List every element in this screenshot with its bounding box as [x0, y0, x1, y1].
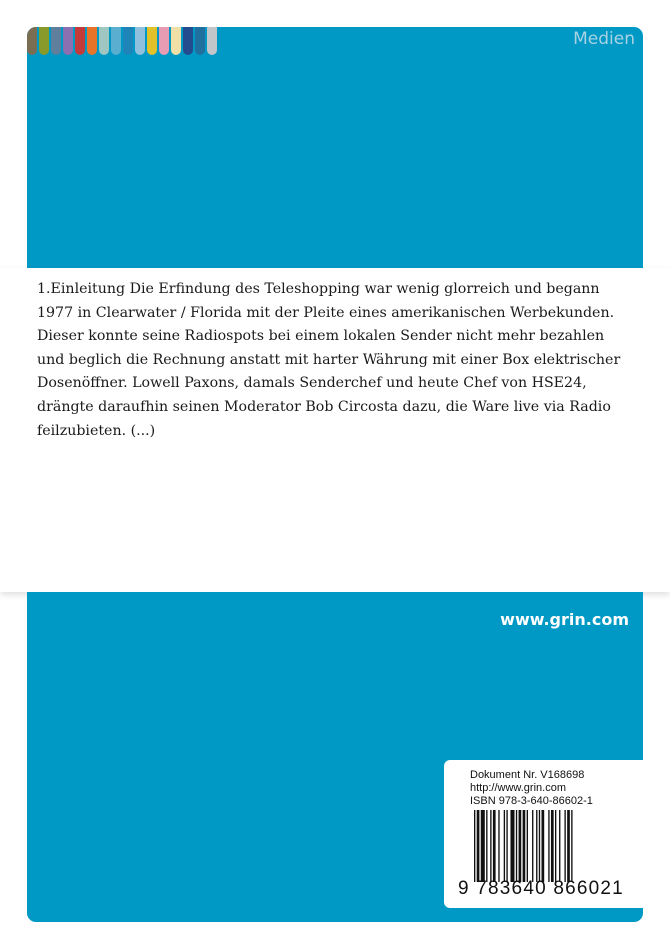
cover-top-panel	[27, 27, 643, 268]
color-stripe	[39, 27, 49, 55]
barcode-bar	[536, 810, 537, 882]
barcode-bar	[523, 810, 526, 882]
color-stripe	[51, 27, 61, 55]
barcode-bar	[481, 810, 485, 882]
publisher-url[interactable]: www.grin.com	[500, 610, 629, 629]
color-stripe	[183, 27, 193, 55]
barcode-bar	[504, 810, 505, 882]
color-stripe	[195, 27, 205, 55]
document-number: Dokument Nr. V168698	[470, 769, 585, 781]
barcode-bar	[564, 810, 565, 882]
barcode-bar	[567, 810, 570, 882]
barcode-bar	[519, 810, 522, 882]
barcode-digits: 9 783640 866021	[458, 878, 624, 899]
barcode-bar	[486, 810, 487, 882]
barcode	[474, 810, 632, 882]
barcode-bar	[542, 810, 545, 882]
category-label: Medien	[573, 29, 635, 49]
barcode-bar	[474, 810, 475, 882]
barcode-bar	[539, 810, 540, 882]
book-description: 1.Einleitung Die Erfindung des Teleshopping war wenig glorreich und begann 1977 in Clearwater / Florida mit der Pleite eines amerikanischen Werbekunden. Dieser konnte seine Radiospots bei einem lokalen Sender nicht mehr bezahlen und beglich die Rechnung anstatt mit harter Währung mit einer Box elektrischer Dosenöffner. Lowell Paxons, damals Senderchef und heute Chef von HSE24, drängte daraufhin seinen Moderator Bob Circosta dazu, die Ware live via Radio feilzubieten. (...)	[37, 281, 621, 439]
barcode-bar	[571, 810, 572, 882]
barcode-bar	[490, 810, 491, 882]
color-stripe	[135, 27, 145, 55]
barcode-bar	[516, 810, 517, 882]
barcode-bar	[493, 810, 496, 882]
barcode-bar	[527, 810, 528, 882]
color-stripe	[171, 27, 181, 55]
barcode-bar	[510, 810, 514, 882]
isbn-number: ISBN 978-3-640-86602-1	[470, 795, 593, 807]
isbn-info-box	[444, 760, 643, 908]
color-stripe	[159, 27, 169, 55]
website-link[interactable]: http://www.grin.com	[470, 782, 566, 794]
color-stripes	[27, 27, 219, 55]
barcode-bar	[555, 810, 556, 882]
barcode-bar	[506, 810, 507, 882]
barcode-bar	[559, 810, 560, 882]
color-stripe	[27, 27, 37, 55]
color-stripe	[63, 27, 73, 55]
color-stripe	[207, 27, 217, 55]
color-stripe	[123, 27, 133, 55]
color-stripe	[111, 27, 121, 55]
barcode-bar	[498, 810, 499, 882]
color-stripe	[147, 27, 157, 55]
color-stripe	[75, 27, 85, 55]
barcode-bar	[551, 810, 554, 882]
color-stripe	[87, 27, 97, 55]
barcode-bar	[477, 810, 480, 882]
color-stripe	[99, 27, 109, 55]
barcode-bar	[532, 810, 533, 882]
barcode-bar	[548, 810, 549, 882]
